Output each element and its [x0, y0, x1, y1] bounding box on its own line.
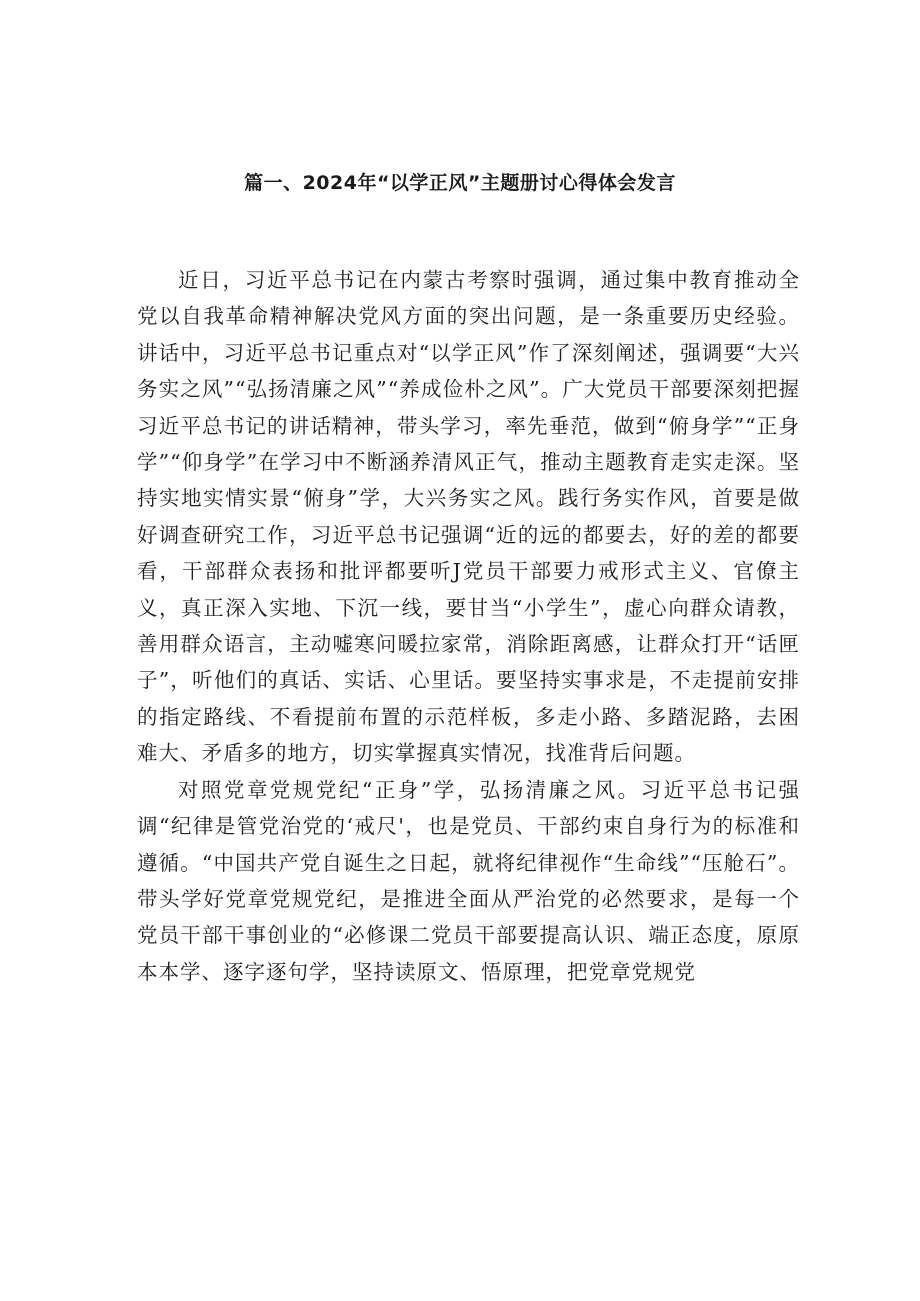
document-body — [137, 262, 800, 990]
paragraph-2: 对照党章党规党纪“正身”学，弘扬清廉之风。习近平总书记强调“纪律是管党治党的‘戒尺'，也是党员、干部约束自身行为的标准和遵循。“中国共产党自诞生之日起，就将纪律视作“生命线”“压舱石”。带头学好党章党规党纪，是推进全面从严治党的必然要求，是每一个党员干部干事创业的“必修课二党员干部要提高认识、端正态度，原原本本学、逐字逐句学，坚持读原文、悟原理，把党章党规党 — [137, 777, 800, 984]
paragraph-1: 近日，习近平总书记在内蒙古考察时强调，通过集中教育推动全党以自我革命精神解决党风方面的突出问题，是一条重要历史经验。讲话中，习近平总书记重点对“以学正风”作了深刻阐述，强调要“大兴务实之风”“弘扬清廉之风”“养成俭朴之风”。广大党员干部要深刻把握习近平总书记的讲话精神，带头学习，率先垂范，做到“俯身学”“正身学”“仰身学”在学习中不断涵养清风正气，推动主题教育走实走深。坚持实地实情实景“俯身”学，大兴务实之风。践行务实作风，首要是做好调查研究工作，习近平总书记强调“近的远的都要去，好的差的都要看，干部群众表扬和批评都要听J党员干部要力戒形式主义、官僚主义，真正深入实地、下沉一线，要甘当“小学生”，虚心向群众请教，善用群众语言，主动嘘寒问暖拉家常，消除距离感，让群众打开“话匣子”，听他们的真话、实话、心里话。要坚持实事求是，不走提前安排的指定路线、不看提前布置的示范样板，多走小路、多踏泥路，去困难大、矛盾多的地方，切实掌握真实情况，找准背后问题。 — [137, 268, 800, 766]
document-title: 篇一、2024年“以学正风”主题册讨心得体会发言 — [244, 172, 676, 194]
